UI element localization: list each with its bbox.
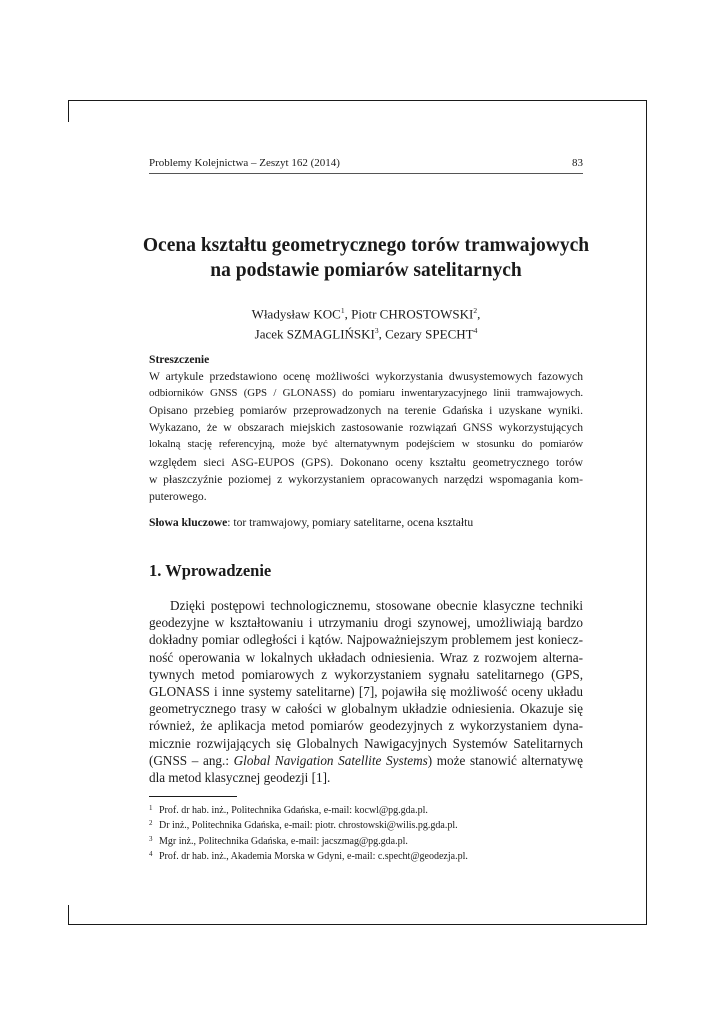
abstract-line: Opisano przebieg pomiarów przeprowadzonych na terenie Gdańska i uzyskane wyniki. xyxy=(149,404,583,418)
abstract-line: odbiorników GNSS (GPS / GLONASS) do pomiaru inwentaryzacyjnego linii tramwajowych. xyxy=(149,387,583,400)
author-1-ref: 1 xyxy=(340,306,345,315)
keywords-text: : tor tramwajowy, pomiary satelitarne, ocena kształtu xyxy=(227,516,474,529)
abstract-line: puterowego. xyxy=(149,489,207,503)
abstract-line: lokalną stację referencyjną, może być alternatywnym podejściem w stosunku do pomiarów xyxy=(149,438,583,451)
body-line xyxy=(149,752,583,769)
footnote-number: 3 xyxy=(149,834,153,843)
author-4: Cezary SPECHT xyxy=(385,326,474,342)
keywords xyxy=(149,515,583,531)
article-title xyxy=(130,233,602,283)
footnote-text: Dr inż., Politechnika Gdańska, e-mail: piotr. chrostowski@wilis.pg.gda.pl. xyxy=(159,820,458,832)
abstract-line: Wykazano, że w obszarach miejskich zastosowanie rozwiązań GNSS wykorzystujących xyxy=(149,421,583,435)
author-2-ref: 2 xyxy=(473,306,478,315)
crop-mark-top xyxy=(68,100,647,101)
abstract xyxy=(149,351,583,505)
crop-mark-bottom xyxy=(68,924,647,925)
author-list xyxy=(130,302,602,343)
body-line: GLONASS i inne systemy satelitarne) [7], pojawiła się możliwość oceny układu xyxy=(149,684,583,700)
author-4-ref: 4 xyxy=(473,326,478,336)
footnote-text: Prof. dr hab. inż., Akademia Morska w Gdyni, e-mail: c.specht@geodezja.pl. xyxy=(159,850,468,862)
journal-name: Problemy Kolejnictwa – Zeszyt 162 (2014) xyxy=(149,157,340,169)
body-line: tywnych metod pomiarowych z wykorzystaniem sygnału satelitarnego (GPS, xyxy=(149,666,583,682)
body-line: micznie rozwijających się Globalnych Nawigacyjnych Systemów Satelitarnych xyxy=(149,735,583,751)
footnote-number: 2 xyxy=(149,819,153,828)
footnote-number: 1 xyxy=(149,804,153,812)
author-3-ref: 3 xyxy=(374,326,379,336)
body-line: geometrycznego trasy w całości w globalnym układzie odniesienia. Okazuje się xyxy=(149,701,583,717)
title-line-1: Ocena kształtu geometrycznego torów tramwajowych xyxy=(142,235,590,256)
section-heading: 1. Wprowadzenie xyxy=(149,561,272,580)
body-paragraph xyxy=(149,597,583,786)
crop-mark-bottom-left xyxy=(68,905,69,925)
crop-mark-top-left xyxy=(68,100,69,122)
footnote-text: Mgr inż., Politechnika Gdańska, e-mail: jacszmag@pg.gda.pl. xyxy=(159,835,408,847)
body-line: geodezyjne w kształtowaniu i utrzymaniu drogi szynowej, umożliwiają bardzo xyxy=(149,615,583,631)
body-text-segment: (GNSS – ang.: xyxy=(149,752,234,768)
author-line-2: Jacek SZMAGLIŃSKI$^3$, Cezary SPECHT$^4$ xyxy=(254,326,478,342)
body-line: ność operowania w lokalnych układach odniesienia. Wraz z rozwojem alterna- xyxy=(149,649,583,665)
body-line: dla metod klasycznej geodezji [1]. xyxy=(149,770,331,786)
body-line: Dzięki postępowi technologicznemu, stosowane obecnie klasyczne techniki xyxy=(170,598,583,613)
page-number: 83 xyxy=(572,157,583,169)
title-line-2: na podstawie pomiarów satelitarnych xyxy=(210,260,522,281)
author-line-1: Władysław KOC$^1$, Piotr CHROSTOWSKI$^2$, xyxy=(251,306,481,322)
author-3: Jacek SZMAGLIŃSKI xyxy=(254,326,375,342)
abstract-line: W artykule przedstawiono ocenę możliwości wykorzystania dwusystemowych fazowych xyxy=(149,370,583,384)
running-header xyxy=(149,155,583,174)
footnote-rule xyxy=(149,796,237,797)
footnote xyxy=(149,848,583,863)
author-1: Władysław KOC xyxy=(251,306,341,322)
author-2: Piotr CHROSTOWSKI xyxy=(351,306,474,322)
abstract-heading: Streszczenie xyxy=(149,353,210,366)
keywords-label: Słowa kluczowe xyxy=(149,516,228,529)
body-line: również, że aplikacja metod pomiarów geodezyjnych z wykorzystaniem dyna- xyxy=(149,718,583,734)
abstract-line: względem sieci ASG-EUPOS (GPS). Dokonano oceny kształtu geometrycznego torów xyxy=(149,455,583,469)
footnote xyxy=(149,817,583,832)
crop-mark-right xyxy=(646,100,647,925)
footnote xyxy=(149,802,583,817)
body-text-segment: ) może stanowić alternatywę xyxy=(427,752,583,768)
body-line: dokładny pomiar odległości i kątów. Najpoważniejszym problemem jest koniecz- xyxy=(149,632,583,648)
body-italic-term: Global Navigation Satellite Systems xyxy=(233,752,428,768)
abstract-line: w płaszczyźnie poziomej z wykorzystaniem opracowanych narzędzi wspomagania kom- xyxy=(149,472,583,486)
footnote-number: 4 xyxy=(149,849,153,858)
footnote-text: Prof. dr hab. inż., Politechnika Gdańska, e-mail: kocwl@pg.gda.pl. xyxy=(159,805,428,816)
footnotes xyxy=(149,802,583,863)
footnote xyxy=(149,833,583,848)
